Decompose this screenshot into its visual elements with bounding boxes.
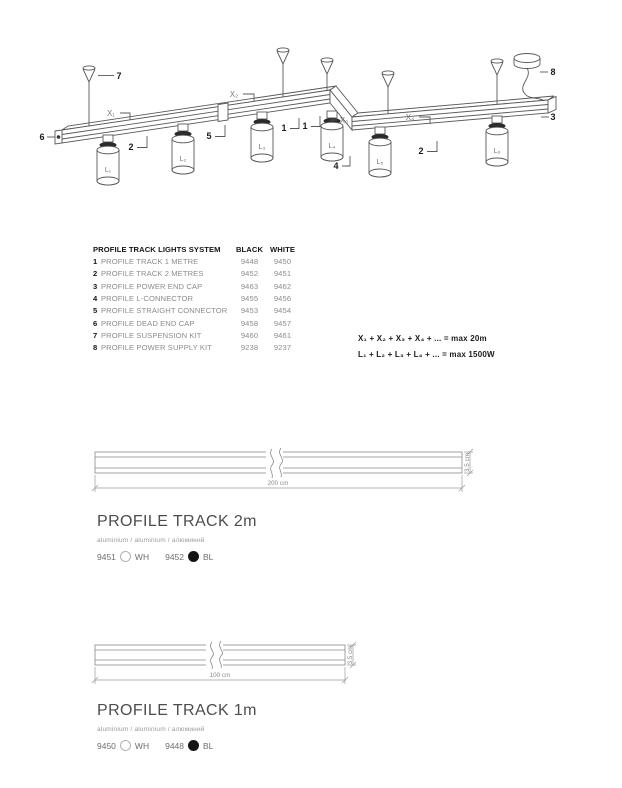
product-variants bbox=[97, 740, 257, 751]
power-cable bbox=[523, 68, 544, 101]
length-dimension bbox=[92, 475, 465, 492]
black-swatch bbox=[188, 551, 199, 562]
straight-connector bbox=[218, 103, 228, 122]
table-row: 1 PROFILE TRACK 1 METRE 9448 9450 bbox=[93, 255, 305, 267]
code-black: 9448 bbox=[240, 257, 259, 267]
callout-5: 5 bbox=[206, 131, 212, 141]
break-symbol bbox=[206, 641, 223, 669]
spotlight bbox=[369, 127, 391, 177]
length-label: 200 cm bbox=[267, 480, 289, 487]
suspension-cone bbox=[491, 59, 503, 75]
code-white: 9451 bbox=[273, 269, 292, 279]
light-label-l1: L₁ bbox=[104, 167, 112, 174]
item-name: PROFILE SUSPENSION KIT bbox=[101, 331, 202, 341]
track-1m-drawing bbox=[0, 635, 622, 695]
table-row: 5 PROFILE STRAIGHT CONNECTOR 9453 9454 bbox=[93, 305, 305, 317]
item-name: PROFILE TRACK 2 METRES bbox=[101, 269, 204, 279]
segment-label-x3: X₃ bbox=[339, 116, 349, 125]
break-symbol bbox=[266, 448, 283, 477]
suspension-cone bbox=[382, 71, 394, 87]
code-white: 9462 bbox=[273, 281, 292, 291]
light-label-l3: L₃ bbox=[258, 144, 266, 151]
track-system-diagram bbox=[0, 30, 622, 210]
item-name: PROFILE STRAIGHT CONNECTOR bbox=[101, 306, 228, 316]
table-row: 4 PROFILE L-CONNECTOR 9455 9456 bbox=[93, 292, 305, 304]
code-white: 9457 bbox=[273, 318, 292, 328]
spotlight bbox=[172, 124, 194, 174]
item-name: PROFILE DEAD END CAP bbox=[101, 318, 195, 328]
segment-label-x4: X₄ bbox=[405, 113, 415, 122]
code-white: 9237 bbox=[273, 343, 292, 353]
code-black-variant: 9448 bbox=[165, 740, 185, 751]
item-name: PROFILE POWER END CAP bbox=[101, 281, 203, 291]
callout-3: 3 bbox=[550, 112, 556, 122]
light-label-l5: L₅ bbox=[376, 159, 384, 166]
length-dimension bbox=[92, 667, 348, 684]
callout-1b: 1 bbox=[302, 121, 308, 131]
code-white: 9454 bbox=[273, 306, 292, 316]
table-title: PROFILE TRACK LIGHTS SYSTEM bbox=[93, 244, 221, 254]
length-label: 100 cm bbox=[209, 672, 231, 679]
light-label-l2: L₂ bbox=[179, 156, 187, 163]
spotlight bbox=[251, 112, 273, 162]
system-limits bbox=[358, 331, 495, 362]
segment-label-x1: X₁ bbox=[106, 109, 116, 118]
product-title-1m: PROFILE TRACK 1m bbox=[97, 702, 257, 719]
callout-4: 4 bbox=[333, 161, 339, 171]
height-label: 3.5 cm bbox=[464, 453, 471, 472]
code-black: 9455 bbox=[240, 294, 259, 304]
callout-7: 7 bbox=[116, 71, 122, 81]
code-black: 9460 bbox=[240, 331, 259, 341]
code-white: 9456 bbox=[273, 294, 292, 304]
code-black: 9458 bbox=[240, 318, 259, 328]
callout-2a: 2 bbox=[128, 142, 134, 152]
product-table bbox=[93, 243, 305, 354]
callout-1a: 1 bbox=[281, 123, 287, 133]
code-white-variant: 9451 bbox=[97, 551, 116, 562]
segment-label-x2: X₂ bbox=[229, 90, 239, 99]
light-label-l4: L₄ bbox=[328, 143, 336, 150]
code-black: 9238 bbox=[240, 343, 259, 353]
variant-label-bl: BL bbox=[203, 740, 214, 751]
power-supply-kit bbox=[514, 54, 544, 102]
code-black: 9452 bbox=[240, 269, 259, 279]
variant-label-wh: WH bbox=[134, 740, 150, 751]
spotlight bbox=[486, 116, 508, 166]
product-variants bbox=[97, 551, 257, 562]
code-white: 9461 bbox=[273, 331, 292, 341]
code-black-variant: 9452 bbox=[165, 551, 185, 562]
table-row: 3 PROFILE POWER END CAP 9463 9462 bbox=[93, 280, 305, 292]
code-white: 9450 bbox=[273, 257, 292, 267]
code-black: 9463 bbox=[240, 281, 259, 291]
max-length-formula: X₁ + X₂ + X₃ + X₄ + ... = max 20m bbox=[358, 334, 487, 343]
spotlight bbox=[97, 135, 119, 185]
item-name: PROFILE TRACK 1 METRE bbox=[101, 257, 199, 267]
height-dimension bbox=[347, 642, 356, 668]
table-row: 6 PROFILE DEAD END CAP 9458 9457 bbox=[93, 317, 305, 329]
max-power-formula: L₁ + L₂ + L₃ + L₄ + ... = max 1500W bbox=[358, 349, 495, 359]
callout-6: 6 bbox=[39, 132, 45, 142]
code-black: 9453 bbox=[240, 306, 259, 316]
column-black: BLACK bbox=[235, 244, 264, 254]
height-dimension bbox=[464, 449, 473, 476]
column-white: WHITE bbox=[270, 244, 295, 254]
height-label: 3.5 cm bbox=[347, 645, 354, 665]
table-row: 2 PROFILE TRACK 2 METRES 9452 9451 bbox=[93, 268, 305, 280]
suspension-cone bbox=[321, 58, 333, 74]
variant-label-wh: WH bbox=[134, 551, 150, 562]
white-swatch bbox=[120, 551, 131, 562]
product-block-2m bbox=[97, 513, 257, 562]
code-white-variant: 9450 bbox=[97, 740, 116, 751]
suspension-cone bbox=[83, 66, 95, 82]
black-swatch bbox=[188, 740, 199, 751]
suspension-cone bbox=[277, 48, 289, 64]
table-header bbox=[93, 243, 305, 255]
product-title-2m: PROFILE TRACK 2m bbox=[97, 513, 257, 530]
callout-2b: 2 bbox=[418, 146, 424, 156]
light-label-l6: L₆ bbox=[493, 148, 501, 155]
white-swatch bbox=[120, 740, 131, 751]
table-row: 7 PROFILE SUSPENSION KIT 9460 9461 bbox=[93, 329, 305, 341]
item-name: PROFILE L-CONNECTOR bbox=[101, 294, 194, 304]
item-name: PROFILE POWER SUPPLY KIT bbox=[101, 343, 212, 353]
product-materials: aluminium / aluminium / алюминий bbox=[97, 726, 205, 733]
product-materials: aluminium / aluminium / алюминий bbox=[97, 537, 205, 544]
track-2m-drawing bbox=[0, 445, 622, 505]
product-block-1m bbox=[97, 702, 257, 751]
variant-label-bl: BL bbox=[203, 551, 214, 562]
callout-8: 8 bbox=[550, 67, 556, 77]
table-row: 8 PROFILE POWER SUPPLY KIT 9238 9237 bbox=[93, 342, 305, 354]
